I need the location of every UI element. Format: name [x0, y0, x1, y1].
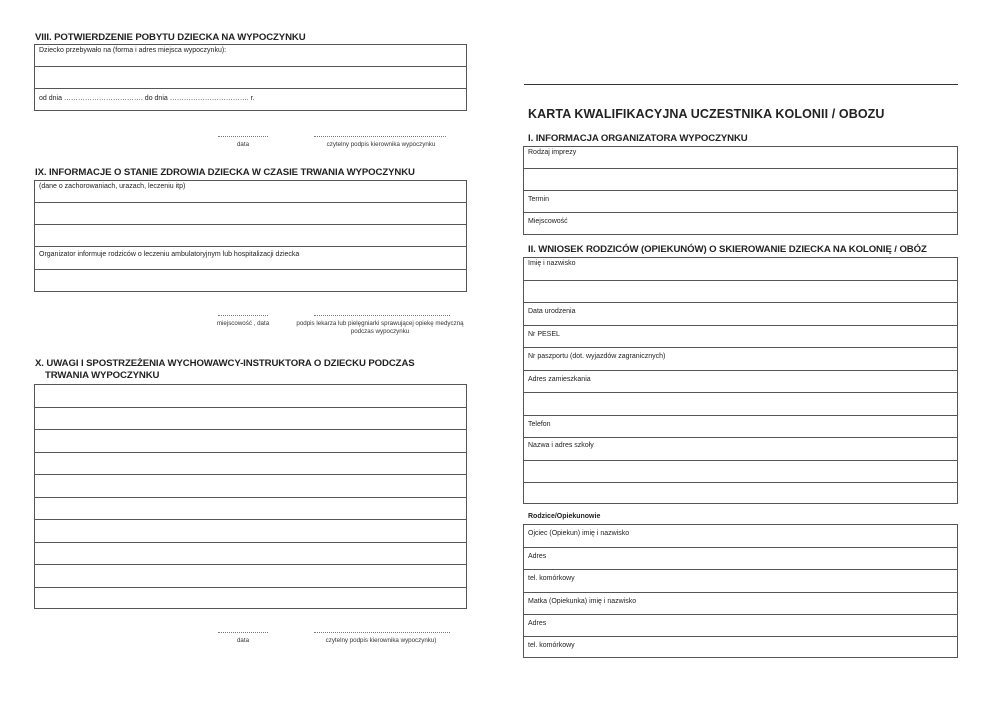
section-10-title: X. UWAGI I SPOSTRZEŻENIA WYCHOWAWCY-INSTRUKTORA O DZIECKU PODCZAS [35, 358, 415, 369]
section-10-title-cont: TRWANIA WYPOCZYNKU [45, 370, 160, 381]
treatment-info-line[interactable] [35, 270, 466, 291]
school-line[interactable] [524, 461, 957, 484]
section-8-table [34, 44, 467, 111]
child-name-label: Imię i nazwisko [528, 260, 576, 267]
event-type-label: Rodzaj imprezy [528, 149, 577, 156]
signature-line [314, 315, 450, 316]
section-9-title: IX. INFORMACJE O STANIE ZDROWIA DZIECKA W CZASIE TRWANIA WYPOCZYNKU [35, 167, 415, 178]
stay-form-field[interactable] [35, 45, 466, 67]
treatment-info-label: Organizator informuje rodziców o leczeniu ambulatoryjnym lub hospitalizacji dziecka [39, 251, 300, 258]
phone-label: Telefon [528, 420, 551, 428]
doctor-signature-caption: podpis lekarza lub pielęgniarki sprawującej opiekę medyczną podczas wypoczynku [296, 320, 464, 335]
birth-date-label: Data urodzenia [528, 308, 576, 315]
mother-address-label: Adres [528, 620, 547, 627]
section-1-title: I. INFORMACJA ORGANIZATORA WYPOCZYNKU [528, 133, 748, 144]
location-field[interactable] [524, 213, 957, 234]
parents-table [523, 524, 958, 658]
mother-phone-field[interactable] [524, 637, 957, 659]
remarks-line[interactable] [35, 588, 466, 611]
remarks-line[interactable] [35, 385, 466, 408]
father-name-label: Ojciec (Opiekun) imię i nazwisko [528, 530, 630, 537]
passport-label: Nr paszportu (dot. wyjazdów zagranicznych) [528, 353, 666, 360]
signature-line [218, 632, 268, 633]
remarks-line[interactable] [35, 408, 466, 431]
event-type-field[interactable] [524, 147, 957, 169]
parents-heading: Rodzice/Opiekunowie [528, 513, 601, 520]
remarks-line[interactable] [35, 498, 466, 521]
remarks-line[interactable] [35, 520, 466, 543]
father-phone-label: tel. komórkowy [528, 575, 575, 582]
section-2-table [523, 257, 958, 504]
remarks-line[interactable] [35, 475, 466, 498]
remarks-line[interactable] [35, 430, 466, 453]
location-label: Miejscowość [528, 218, 568, 225]
home-address-line[interactable] [524, 393, 957, 416]
page-top-rule [524, 84, 958, 85]
father-address-field[interactable] [524, 548, 957, 571]
term-label: Termin [528, 196, 550, 203]
father-address-label: Adres [528, 552, 547, 560]
passport-field[interactable] [524, 348, 957, 371]
signature-line [314, 136, 446, 137]
event-type-line[interactable] [524, 169, 957, 191]
manager-signature-caption: czytelny podpis kierownika wypoczynku) [325, 637, 437, 644]
stay-dates-field[interactable] [35, 89, 466, 110]
school-field[interactable] [524, 438, 957, 461]
treatment-info-field[interactable] [35, 247, 466, 270]
mother-address-field[interactable] [524, 615, 957, 637]
health-notes-field[interactable] [35, 181, 466, 203]
child-name-line[interactable] [524, 281, 957, 304]
section-1-table [523, 146, 958, 235]
home-address-label: Adres zamieszkania [528, 375, 591, 383]
place-date-caption: miejscowość , data [216, 320, 270, 327]
remarks-line[interactable] [35, 543, 466, 566]
signature-line [314, 632, 450, 633]
father-name-field[interactable] [524, 525, 957, 548]
health-notes-label: (dane o zachorowaniach, urazach, leczeniu itp) [39, 183, 186, 190]
phone-field[interactable] [524, 416, 957, 439]
father-phone-field[interactable] [524, 570, 957, 593]
school-line[interactable] [524, 483, 957, 505]
mother-name-field[interactable] [524, 593, 957, 616]
pesel-field[interactable] [524, 326, 957, 349]
date-caption: data [236, 141, 250, 148]
form-title: KARTA KWALIFIKACYJNA UCZESTNIKA KOLONII / OBOZU [528, 107, 885, 121]
term-field[interactable] [524, 191, 957, 213]
health-notes-line[interactable] [35, 225, 466, 247]
health-notes-line[interactable] [35, 203, 466, 225]
remarks-line[interactable] [35, 565, 466, 588]
child-name-field[interactable] [524, 258, 957, 281]
mother-phone-label: tel. komórkowy [528, 642, 575, 649]
stay-form-label: Dziecko przebywało na (forma i adres miejsca wypoczynku): [39, 47, 227, 54]
school-label: Nazwa i adres szkoły [528, 442, 594, 449]
pesel-label: Nr PESEL [528, 330, 560, 338]
home-address-field[interactable] [524, 371, 957, 394]
section-2-title: II. WNIOSEK RODZICÓW (OPIEKUNÓW) O SKIEROWANIE DZIECKA NA KOLONIĘ / OBÓZ [528, 244, 927, 255]
date-caption: data [236, 637, 250, 644]
section-8-title: VIII. POTWIERDZENIE POBYTU DZIECKA NA WYPOCZYNKU [35, 32, 306, 43]
manager-signature-caption: czytelny podpis kierownika wypoczynku [326, 141, 436, 148]
remarks-table [34, 384, 467, 609]
signature-line [218, 136, 268, 137]
remarks-line[interactable] [35, 453, 466, 476]
signature-line [218, 315, 268, 316]
section-9-table [34, 180, 467, 292]
mother-name-label: Matka (Opiekunka) imię i nazwisko [528, 597, 637, 605]
birth-date-field[interactable] [524, 303, 957, 326]
stay-dates-label: od dnia ……………………………. do dnia ……………………………. r. [39, 95, 255, 102]
stay-address-field[interactable] [35, 67, 466, 89]
